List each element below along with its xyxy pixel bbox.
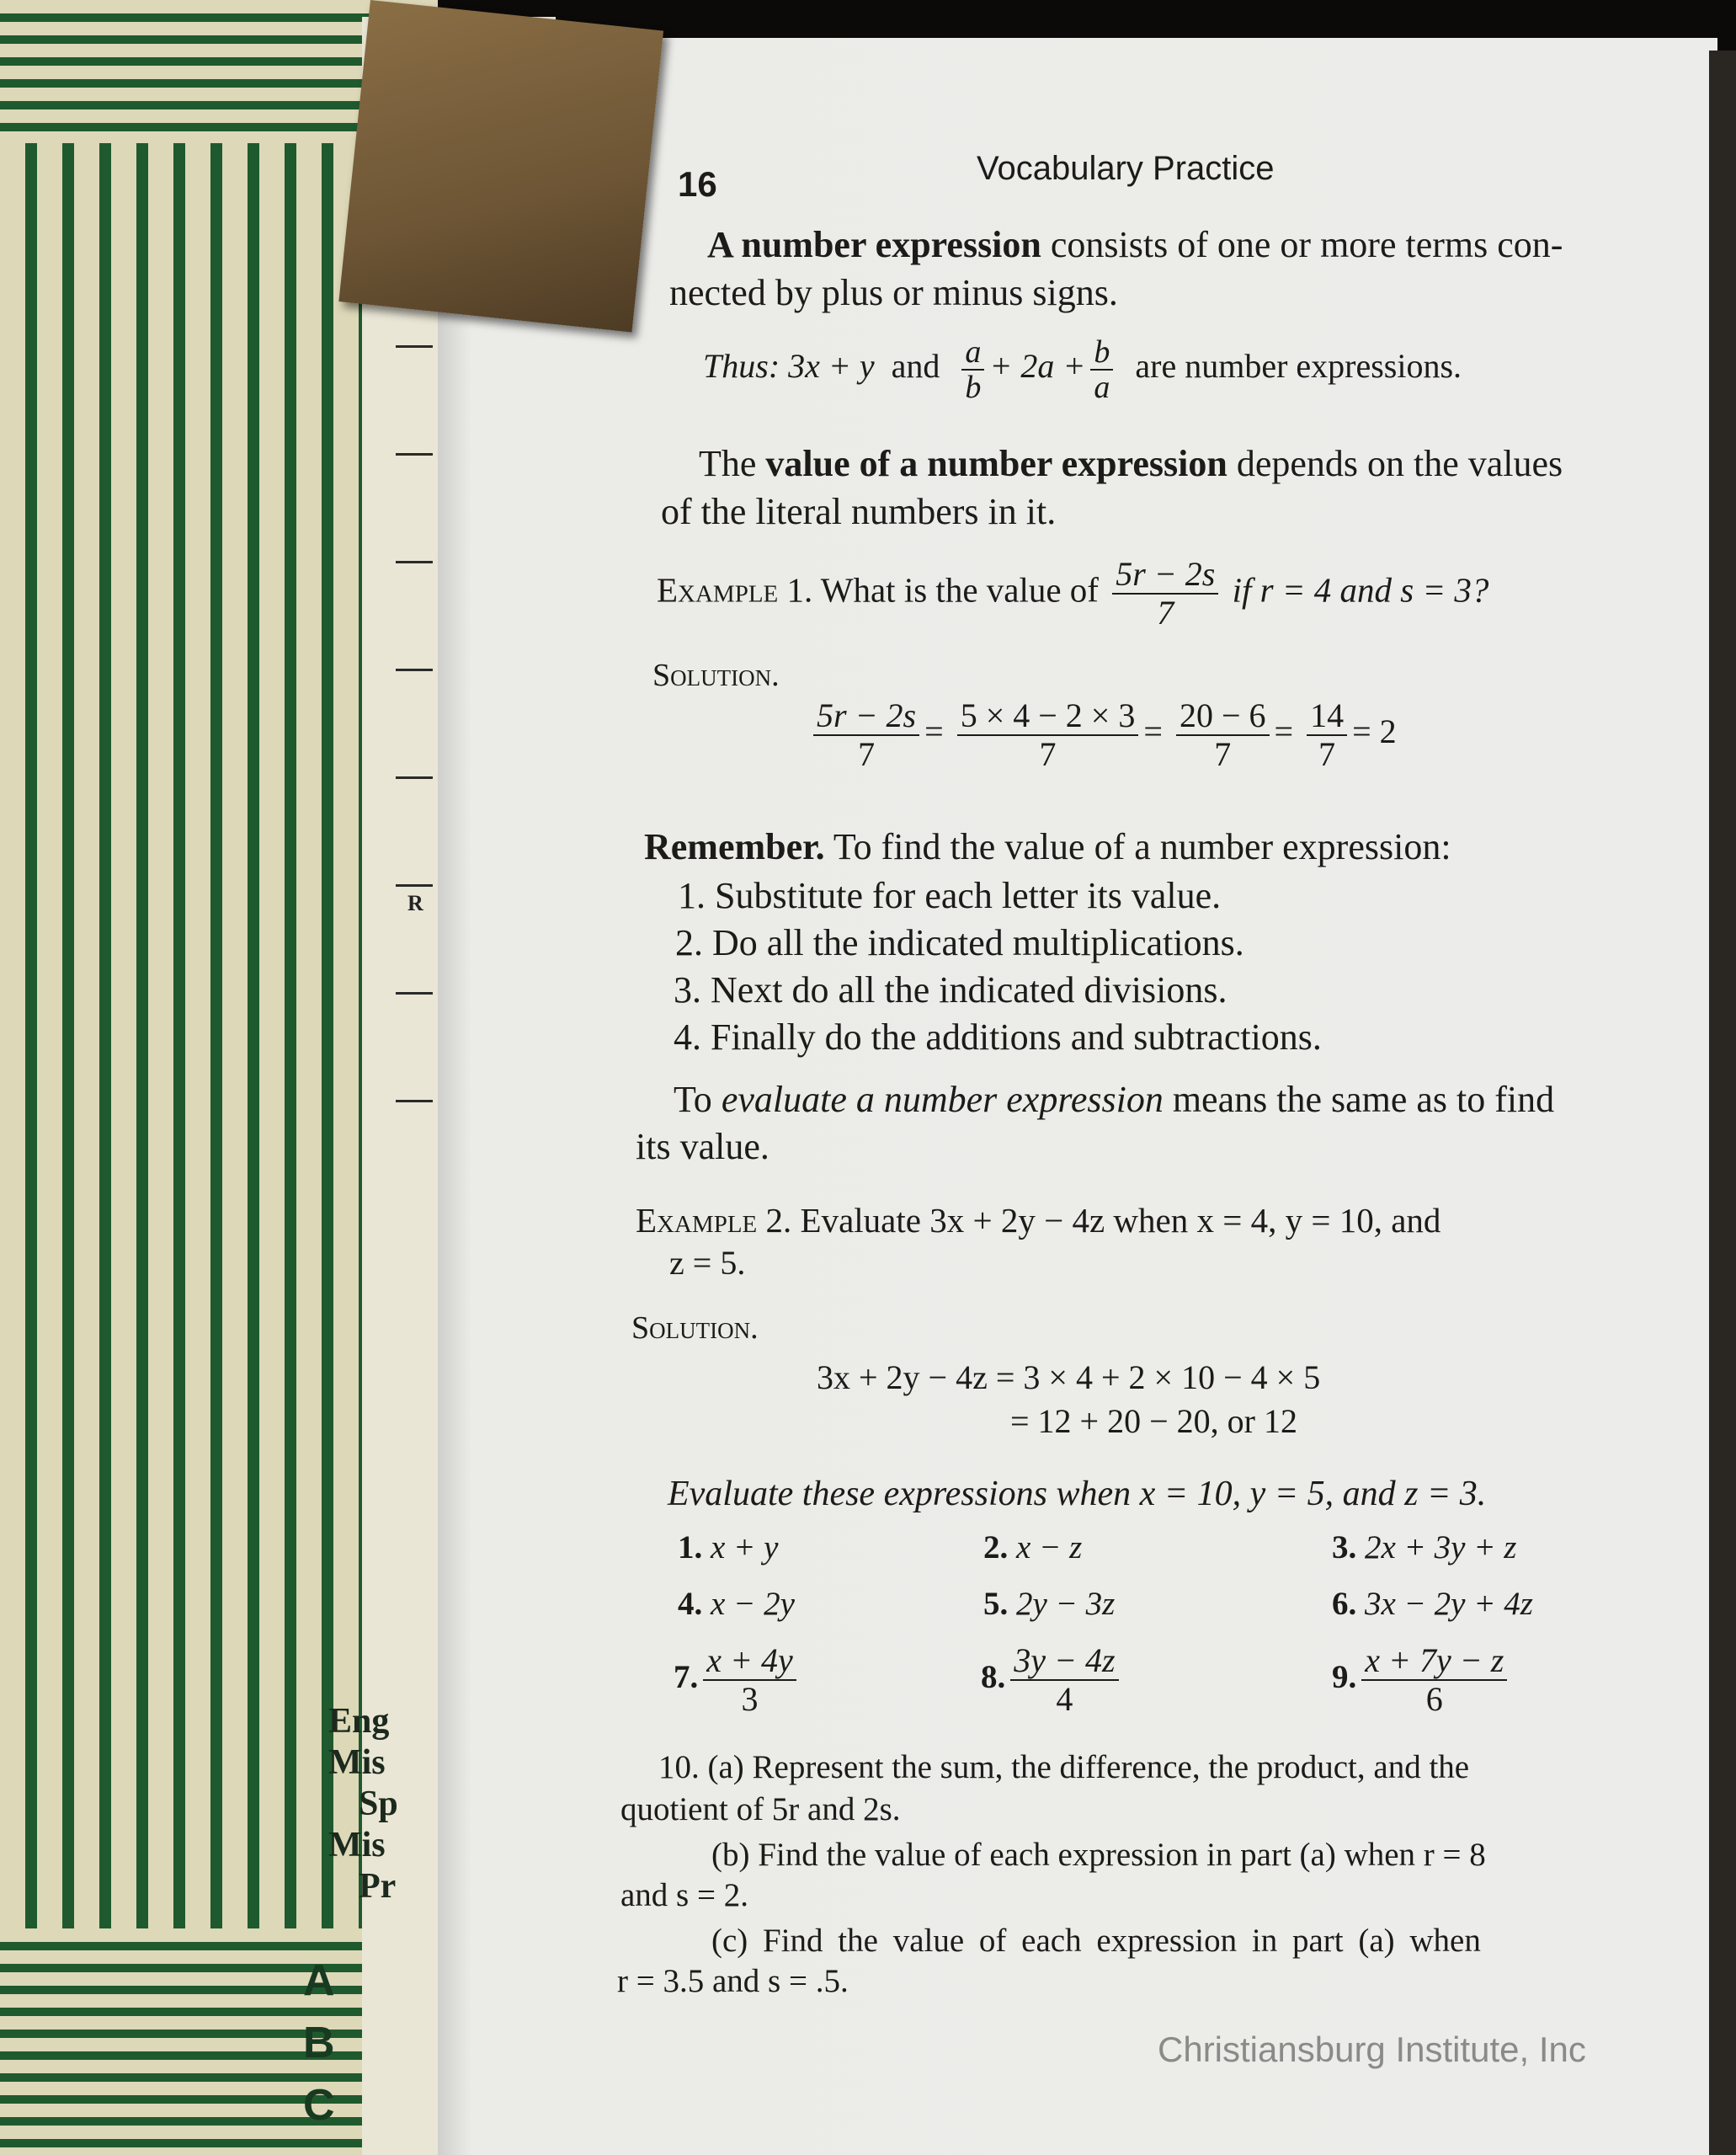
remember-step: 2. Do all the indicated multiplications. (675, 922, 1244, 963)
exercise-number: 3. (1332, 1529, 1357, 1566)
fraction (813, 697, 919, 773)
exercise-expr: x + y (711, 1529, 779, 1566)
exercise-item (1332, 1642, 1512, 1718)
solution-2-line-2: = 12 + 20 − 20, or 12 (1010, 1402, 1297, 1440)
inner-label: Sp (359, 1784, 398, 1823)
inner-dash (396, 453, 433, 456)
tab-letter: B (303, 2019, 335, 2067)
numerator: x + 4y (703, 1642, 796, 1681)
expr: 3x + y (788, 347, 875, 386)
text: depends on the values (1227, 443, 1563, 484)
tab-letter: C (303, 2081, 335, 2130)
equals: = (924, 712, 944, 751)
numerator: 3y − 4z (1010, 1642, 1118, 1681)
example-text: 2. Evaluate 3x + 2y − 4z when x = 4, y = 10, and (757, 1201, 1441, 1240)
exercise-expr: x − z (1016, 1529, 1083, 1566)
denominator: 6 (1425, 1680, 1443, 1718)
remember-step: 3. Next do all the indicated divisions. (674, 969, 1227, 1011)
exercise-item (981, 1642, 1124, 1718)
exercise-number: 1. (678, 1529, 703, 1566)
inner-dash (396, 561, 433, 563)
exercise-number: 6. (1332, 1586, 1357, 1622)
inner-dash (396, 884, 433, 887)
text: The (699, 443, 766, 484)
intro-text: consists of one or more terms con- (1041, 224, 1563, 265)
remember-text: To find the value of a number expression: (824, 826, 1451, 867)
expr: + 2a + (989, 347, 1086, 386)
thus-label: Thus: (703, 347, 780, 386)
numerator: 5r − 2s (1112, 556, 1218, 595)
exercise-number: 7. (674, 1658, 699, 1695)
example-text: 1. What is the value of (778, 570, 1099, 610)
intro-line-1 (707, 223, 1563, 266)
example-2-line-1 (636, 1200, 1440, 1240)
denominator: 7 (1039, 735, 1057, 773)
exercise-item (983, 1528, 1082, 1566)
exercise-item (1332, 1528, 1516, 1566)
exercise-expr: 2y − 3z (1016, 1586, 1116, 1622)
fraction (1112, 556, 1218, 632)
intro-example-line (703, 335, 1462, 404)
inner-letter: R (407, 891, 423, 915)
exercise-expr: 3x − 2y + 4z (1365, 1586, 1533, 1622)
inner-dash (396, 669, 433, 671)
fraction (703, 1642, 796, 1718)
condition: if r = 4 and s = 3? (1232, 570, 1489, 610)
example-label: Example (636, 1201, 758, 1240)
inner-dash (396, 776, 433, 779)
fraction (1090, 335, 1113, 404)
term-bold: value of a number expression (765, 443, 1227, 484)
fraction (1010, 1642, 1118, 1718)
value-para-line-1 (699, 442, 1563, 485)
equals: = (1274, 712, 1294, 751)
denominator: 7 (858, 735, 876, 773)
exercise-number: 2. (983, 1529, 1009, 1566)
denominator: 7 (1214, 735, 1232, 773)
problem-10a-line-2: quotient of 5r and 2s. (620, 1791, 901, 1827)
fraction (1176, 697, 1270, 773)
remember-step: 1. Substitute for each letter its value. (678, 875, 1222, 916)
remember-step: 4. Finally do the additions and subtractions. (674, 1016, 1322, 1058)
evaluate-para-line-2: its value. (636, 1126, 769, 1167)
denominator: 3 (741, 1680, 759, 1718)
example-1 (657, 556, 1488, 632)
numerator: 14 (1307, 697, 1347, 736)
exercise-instruction: Evaluate these expressions when x = 10, y = 5, and z = 3. (668, 1475, 1487, 1513)
problem-10b-line-1: (b) Find the value of each expression in part (a) when r = 8 (711, 1837, 1486, 1873)
exercise-item (1332, 1585, 1533, 1623)
denominator: 7 (1318, 735, 1336, 773)
problem-10c-line-2: r = 3.5 and s = .5. (617, 1963, 849, 1999)
and-word: and (891, 347, 940, 386)
text: To (674, 1079, 722, 1120)
solution-1-work (808, 697, 1397, 773)
denominator: b (965, 370, 982, 405)
evaluate-para-line-1 (674, 1078, 1554, 1121)
exercise-expr: x − 2y (711, 1586, 795, 1622)
term-italic: evaluate a number expression (721, 1079, 1164, 1120)
watermark: Christiansburg Institute, Inc (1158, 2030, 1586, 2069)
tab-letter: A (303, 1956, 335, 2005)
fraction (1361, 1642, 1507, 1718)
exercise-expr: 2x + 3y + z (1365, 1529, 1517, 1566)
problem-10b-line-2: and s = 2. (620, 1877, 748, 1913)
inner-label: Pr (359, 1867, 397, 1906)
exercise-number: 8. (981, 1658, 1006, 1695)
solution-2-line-1: 3x + 2y − 4z = 3 × 4 + 2 × 10 − 4 × 5 (817, 1358, 1321, 1396)
problem-10a-line-1: 10. (a) Represent the sum, the difference, the product, and the (658, 1749, 1470, 1785)
remember-bold: Remember. (644, 826, 825, 867)
text: means the same as to find (1163, 1079, 1555, 1120)
inner-dash (396, 1100, 433, 1102)
page-title: Vocabulary Practice (977, 150, 1275, 187)
intro-line-2: nected by plus or minus signs. (669, 272, 1118, 313)
page-edge-shadow (1709, 51, 1736, 2155)
solution-label: Solution. (631, 1310, 759, 1346)
fraction (957, 697, 1139, 773)
exercise-number: 5. (983, 1586, 1009, 1622)
inner-dash (396, 345, 433, 348)
numerator: b (1090, 335, 1113, 371)
bookmark-tab (338, 0, 663, 333)
term-bold: A number expression (707, 224, 1041, 265)
example-2-line-2: z = 5. (669, 1244, 746, 1282)
inner-labels (328, 1701, 398, 1907)
numerator: 5r − 2s (813, 697, 919, 736)
inner-dash (396, 992, 433, 995)
exercise-item (674, 1642, 801, 1718)
exercise-number: 9. (1332, 1658, 1357, 1695)
page-number: 16 (678, 164, 717, 204)
numerator: 20 − 6 (1176, 697, 1270, 736)
equals: = (1143, 712, 1163, 751)
intro-tail: are number expressions. (1135, 347, 1462, 386)
solution-label: Solution. (652, 658, 780, 693)
result: = 2 (1352, 712, 1397, 751)
fraction (961, 335, 984, 404)
inner-label: Eng (328, 1702, 390, 1741)
numerator: 5 × 4 − 2 × 3 (957, 697, 1139, 736)
denominator: a (1094, 370, 1110, 405)
exercise-number: 4. (678, 1586, 703, 1622)
problem-10c-line-1: (c) Find the value of each expression in part (a) when (711, 1923, 1481, 1959)
exercise-item (678, 1528, 778, 1566)
denominator: 7 (1157, 594, 1174, 632)
remember-heading (644, 825, 1451, 868)
exercise-item (983, 1585, 1115, 1623)
example-label: Example (657, 570, 779, 610)
denominator: 4 (1056, 1680, 1073, 1718)
inner-label: Mis (328, 1743, 386, 1782)
exercise-item (678, 1585, 795, 1623)
numerator: a (961, 335, 984, 371)
fraction (1307, 697, 1347, 773)
numerator: x + 7y − z (1361, 1642, 1507, 1681)
value-para-line-2: of the literal numbers in it. (661, 491, 1057, 532)
cover-tab-letters (303, 1950, 335, 2136)
inner-label: Mis (328, 1826, 386, 1864)
